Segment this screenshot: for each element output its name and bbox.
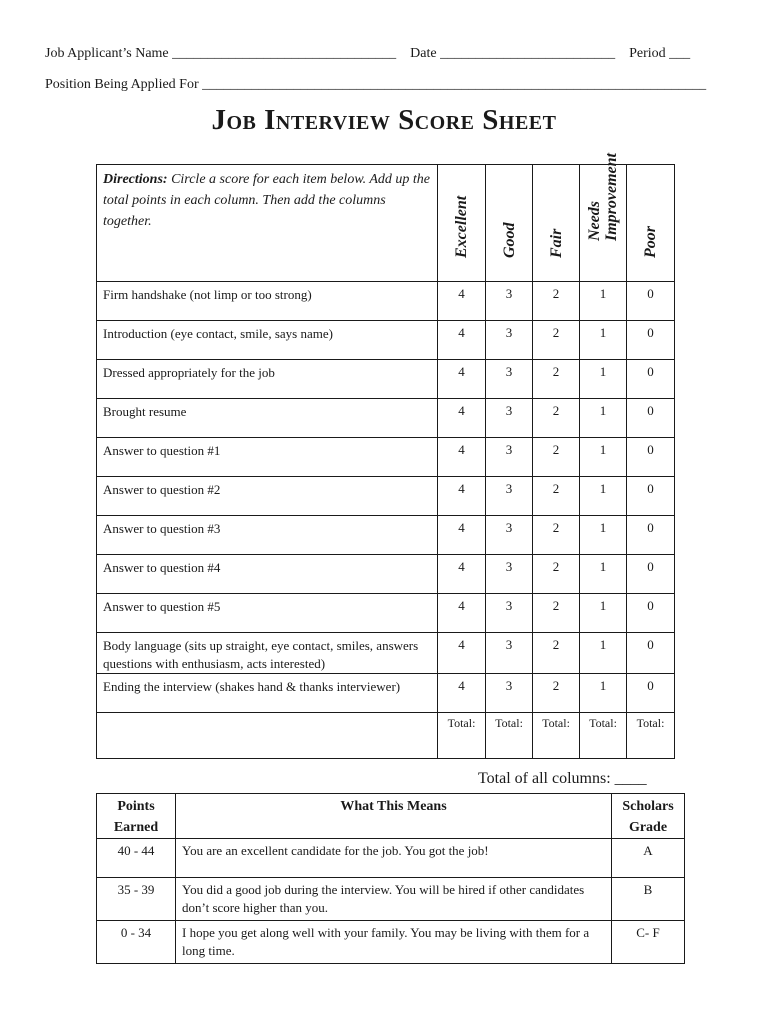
score-option[interactable]: 0 [627,633,675,674]
score-table [96,153,675,759]
score-option[interactable]: 2 [533,516,580,555]
meaning-row [97,921,685,964]
score-item-row [97,594,675,633]
score-item-row [97,438,675,477]
score-option[interactable]: 1 [580,321,627,360]
meaning-table [96,793,685,964]
column-total-field[interactable]: Total: [486,713,533,759]
score-option[interactable]: 4 [438,399,486,438]
grand-total: Total of all columns: ____ [478,770,647,787]
score-option[interactable]: 4 [438,438,486,477]
score-option[interactable]: 1 [580,282,627,321]
score-option[interactable]: 4 [438,321,486,360]
meaning-text: You are an excellent candidate for the job. You got the job! [176,839,612,878]
column-header-cell [627,165,675,282]
column-header-label [453,196,470,258]
score-item-label: Ending the interview (shakes hand & thanks interviewer) [97,674,438,713]
score-item-label: Answer to question #3 [97,516,438,555]
score-item-row [97,399,675,438]
score-option[interactable]: 2 [533,633,580,674]
score-item-label: Answer to question #2 [97,477,438,516]
scholars-grade-header: Scholars Grade [612,794,685,839]
points-range: 35 - 39 [97,878,176,921]
score-item-row [97,516,675,555]
score-item-label: Answer to question #5 [97,594,438,633]
column-header-line: Needs [586,201,603,241]
column-total-field[interactable]: Total: [438,713,486,759]
score-option[interactable]: 0 [627,282,675,321]
score-option[interactable]: 2 [533,438,580,477]
score-item-row [97,555,675,594]
score-option[interactable]: 4 [438,477,486,516]
score-item-label: Introduction (eye contact, smile, says name) [97,321,438,360]
column-header-label [586,153,620,241]
column-header-line: Poor [642,226,659,258]
score-option[interactable]: 0 [627,555,675,594]
score-option[interactable]: 1 [580,674,627,713]
column-header-cell [438,165,486,282]
column-header-line: Excellent [453,195,470,258]
meaning-row [97,878,685,921]
points-range: 0 - 34 [97,921,176,964]
score-option[interactable]: 1 [580,477,627,516]
score-option[interactable]: 0 [627,399,675,438]
directions-text: Circle a score for each item below. Add up the total points in each column. Then add the columns together. [103,172,431,229]
column-header-line: Fair [547,228,565,258]
score-item-label: Dressed appropriately for the job [97,360,438,399]
score-option[interactable]: 2 [533,321,580,360]
score-option[interactable]: 0 [627,477,675,516]
score-option[interactable]: 4 [438,674,486,713]
score-option[interactable]: 3 [486,438,533,477]
score-option[interactable]: 1 [580,399,627,438]
score-item-label: Firm handshake (not limp or too strong) [97,282,438,321]
score-option[interactable]: 2 [533,282,580,321]
column-total-field[interactable]: Total: [580,713,627,759]
column-header-line: Improvement [603,153,620,241]
score-option[interactable]: 2 [533,399,580,438]
grade-value: B [612,878,685,921]
period-label: Period [629,46,666,61]
score-option[interactable]: 0 [627,594,675,633]
totals-blank-cell [97,713,438,759]
date-label: Date [410,46,437,61]
score-option[interactable]: 3 [486,555,533,594]
score-item-row [97,321,675,360]
meaning-text: I hope you get along well with your family. You may be living with them for a long time. [176,921,612,964]
score-item-label: Answer to question #4 [97,555,438,594]
score-option[interactable]: 2 [533,477,580,516]
score-option[interactable]: 2 [533,360,580,399]
points-earned-header: Points Earned [97,794,176,839]
page-title: Job Interview Score Sheet [211,104,557,136]
score-option[interactable]: 0 [627,674,675,713]
points-range: 40 - 44 [97,839,176,878]
score-item-label: Brought resume [97,399,438,438]
score-option[interactable]: 3 [486,360,533,399]
column-header-cell [533,165,580,282]
score-item-label: Body language (sits up straight, eye contact, smiles, answers questions with enthusiasm, acts interested) [97,633,438,674]
totals-row [97,713,675,759]
score-option[interactable]: 1 [580,360,627,399]
column-total-field[interactable]: Total: [627,713,675,759]
score-option[interactable]: 1 [580,438,627,477]
date-field[interactable]: _________________________ [440,46,616,61]
column-header-label [501,222,518,258]
score-option[interactable]: 1 [580,516,627,555]
score-item-row [97,633,675,674]
score-header-row [97,165,675,282]
score-item-row [97,282,675,321]
score-option[interactable]: 3 [486,594,533,633]
column-header-cell [486,165,533,282]
score-option[interactable]: 3 [486,674,533,713]
score-option[interactable]: 3 [486,321,533,360]
score-option[interactable]: 4 [438,594,486,633]
period-field[interactable]: ___ [669,46,691,61]
score-option[interactable]: 0 [627,516,675,555]
column-header-label [642,226,659,258]
score-option[interactable]: 1 [580,633,627,674]
score-item-row [97,477,675,516]
score-item-label: Answer to question #1 [97,438,438,477]
column-header-cell [580,153,627,282]
score-option[interactable]: 0 [627,438,675,477]
position-line [45,77,706,93]
score-option[interactable]: 3 [486,477,533,516]
column-header-label [548,229,565,258]
score-option[interactable]: 3 [486,282,533,321]
score-option[interactable]: 2 [533,594,580,633]
directions-label: Directions: [103,172,168,187]
score-option[interactable]: 4 [438,555,486,594]
score-option[interactable]: 3 [486,399,533,438]
column-header-line: Good [500,222,518,258]
meaning-text: You did a good job during the interview. You will be hired if other candidates don’t score higher than you. [176,878,612,921]
position-label: Position Being Applied For [45,77,199,92]
score-option[interactable]: 0 [627,321,675,360]
score-item-row [97,360,675,399]
score-option[interactable]: 4 [438,360,486,399]
score-option[interactable]: 1 [580,594,627,633]
score-option[interactable]: 4 [438,282,486,321]
score-item-row [97,674,675,713]
applicant-name-label: Job Applicant’s Name [45,46,169,61]
meaning-row [97,839,685,878]
score-option[interactable]: 2 [533,555,580,594]
score-option[interactable]: 0 [627,360,675,399]
score-option[interactable]: 3 [486,516,533,555]
applicant-name-field[interactable]: ________________________________ [172,46,397,61]
grade-value: A [612,839,685,878]
directions-cell [97,165,438,282]
score-option[interactable]: 1 [580,555,627,594]
score-option[interactable]: 2 [533,674,580,713]
grade-value: C- F [612,921,685,964]
score-option[interactable]: 4 [438,516,486,555]
column-total-field[interactable]: Total: [533,713,580,759]
score-option[interactable]: 4 [438,633,486,674]
what-this-means-header: What This Means [176,794,612,839]
applicant-info-line [45,46,690,62]
position-field[interactable]: ________________________________________________________________________ [202,77,707,92]
score-option[interactable]: 3 [486,633,533,674]
meaning-header-row [97,794,685,839]
